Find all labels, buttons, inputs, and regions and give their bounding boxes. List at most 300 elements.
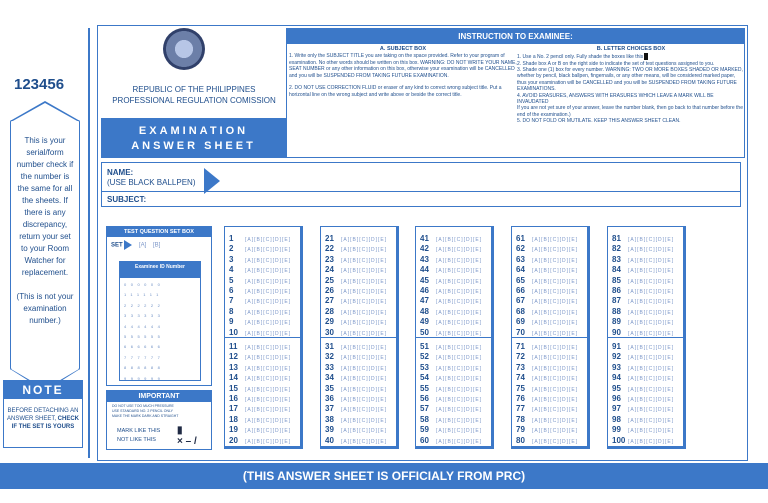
question-number: 91 <box>612 342 621 351</box>
note-body: BEFORE DETACHING AN ANSWER SHEET, CHECK IF THE SET IS YOURS <box>6 408 80 430</box>
question-row[interactable] <box>416 317 491 327</box>
question-row[interactable] <box>512 404 587 414</box>
question-number: 32 <box>325 352 334 362</box>
question-number: 29 <box>325 317 334 327</box>
answer-bubbles[interactable]: [A][B][C][D][E] <box>532 237 579 243</box>
answer-bubbles[interactable]: [A][B][C][D][E] <box>532 438 579 445</box>
question-number: 48 <box>420 306 429 316</box>
question-number: 35 <box>325 383 334 393</box>
question-row[interactable] <box>608 384 683 394</box>
question-number: 41 <box>420 234 429 243</box>
question-row[interactable] <box>321 255 396 265</box>
question-row[interactable] <box>225 384 300 394</box>
question-number: 44 <box>420 265 429 275</box>
question-row[interactable] <box>225 244 300 254</box>
prc-seal-logo <box>163 28 205 70</box>
answer-bubbles[interactable]: [A][B][C][D][E] <box>628 299 675 306</box>
question-row[interactable] <box>321 286 396 296</box>
question-row[interactable] <box>416 255 491 265</box>
question-number: 38 <box>325 414 334 424</box>
question-row[interactable] <box>512 394 587 404</box>
question-number: 95 <box>612 383 621 393</box>
answer-bubbles[interactable]: [A][B][C][D][E] <box>436 257 483 264</box>
question-row[interactable] <box>225 255 300 265</box>
question-number: 77 <box>516 404 525 414</box>
answer-bubbles[interactable]: [A][B][C][D][E] <box>245 417 292 424</box>
question-number: 47 <box>420 296 429 306</box>
question-number: 94 <box>612 373 621 383</box>
serial-note-callout <box>10 120 80 370</box>
question-row[interactable] <box>608 415 683 425</box>
answer-bubbles[interactable]: [A][B][C][D][E] <box>341 247 388 254</box>
answer-bubbles[interactable]: [A][B][C][D][E] <box>532 386 579 393</box>
answer-bubbles[interactable]: [A][B][C][D][E] <box>436 386 483 393</box>
answer-column <box>607 226 686 449</box>
question-row[interactable] <box>608 234 683 244</box>
instructions-title: INSTRUCTION TO EXAMINEE: <box>287 29 744 44</box>
answer-bubbles[interactable]: [A][B][C][D][E] <box>436 345 483 351</box>
question-row[interactable] <box>321 436 396 446</box>
question-row[interactable] <box>321 265 396 275</box>
question-row[interactable] <box>225 363 300 373</box>
question-row[interactable] <box>608 425 683 435</box>
answer-bubbles[interactable]: [A][B][C][D][E] <box>532 309 579 316</box>
question-number: 24 <box>325 265 334 275</box>
question-row[interactable] <box>608 276 683 286</box>
answer-column <box>320 226 399 449</box>
question-row[interactable] <box>512 317 587 327</box>
answer-bubbles[interactable]: [A][B][C][D][E] <box>245 247 292 254</box>
answer-bubbles[interactable]: [A][B][C][D][E] <box>532 247 579 254</box>
question-row[interactable] <box>608 255 683 265</box>
instructions-panel <box>286 28 745 158</box>
set-selector: SET [A] [B] <box>107 237 211 253</box>
answer-bubbles[interactable]: [A][B][C][D][E] <box>628 288 675 295</box>
answer-bubbles[interactable]: [A][B][C][D][E] <box>532 376 579 383</box>
question-number: 37 <box>325 404 334 414</box>
name-label: NAME: (USE BLACK BALLPEN) <box>107 168 196 187</box>
question-row[interactable] <box>608 373 683 383</box>
question-number: 10 <box>229 327 238 337</box>
answer-bubbles[interactable]: [A][B][C][D][E] <box>628 365 675 372</box>
answer-bubbles[interactable]: [A][B][C][D][E] <box>341 428 388 435</box>
question-row[interactable] <box>608 404 683 414</box>
question-number: 13 <box>229 362 238 372</box>
answer-bubbles[interactable]: [A][B][C][D][E] <box>532 278 579 285</box>
answer-bubbles[interactable]: [A][B][C][D][E] <box>245 345 292 351</box>
answer-bubbles[interactable]: [A][B][C][D][E] <box>628 247 675 254</box>
question-number: 15 <box>229 383 238 393</box>
question-number: 64 <box>516 265 525 275</box>
answer-bubbles[interactable]: [A][B][C][D][E] <box>245 309 292 316</box>
answer-bubbles[interactable]: [A][B][C][D][E] <box>436 417 483 424</box>
question-row[interactable] <box>321 244 396 254</box>
sheet-title: EXAMINATION ANSWER SHEET <box>101 118 286 158</box>
answer-bubbles[interactable]: [A][B][C][D][E] <box>245 386 292 393</box>
question-row[interactable] <box>512 384 587 394</box>
question-number: 82 <box>612 244 621 254</box>
question-number: 92 <box>612 352 621 362</box>
question-number: 70 <box>516 327 525 337</box>
question-row[interactable] <box>321 384 396 394</box>
question-row[interactable] <box>225 234 300 244</box>
question-row[interactable] <box>416 244 491 254</box>
question-number: 74 <box>516 373 525 383</box>
answer-bubbles[interactable]: [A][B][C][D][E] <box>532 330 579 337</box>
answer-bubbles[interactable]: [A][B][C][D][E] <box>532 345 579 351</box>
answer-bubbles[interactable]: [A][B][C][D][E] <box>341 365 388 372</box>
question-row[interactable] <box>416 404 491 414</box>
answer-bubbles[interactable]: [A][B][C][D][E] <box>628 407 675 414</box>
question-number: 80 <box>516 435 525 445</box>
answer-bubbles[interactable]: [A][B][C][D][E] <box>341 278 388 285</box>
answer-bubbles[interactable]: [A][B][C][D][E] <box>245 376 292 383</box>
question-row[interactable] <box>321 307 396 317</box>
answer-bubbles[interactable]: [A][B][C][D][E] <box>436 320 483 327</box>
answer-bubbles[interactable]: [A][B][C][D][E] <box>532 407 579 414</box>
question-row[interactable] <box>608 286 683 296</box>
answer-bubbles[interactable]: [A][B][C][D][E] <box>341 407 388 414</box>
answer-bubbles[interactable]: [A][B][C][D][E] <box>245 237 292 243</box>
answer-bubbles[interactable]: [A][B][C][D][E] <box>628 268 675 275</box>
subject-box-instructions: A. SUBJECT BOX 1. Write only the SUBJECT TITLE you are taking on the space provided. Refer to your program of examination. No other words should be written on this box. WARNING: DO NOT WRITE YOUR NAME, SEAT NUMBER or any other information on this box, otherwise your examination will be CANCELLED and you will be SUSPENDED FROM TAKING FUTURE EXAMINATION. 2. DO NOT USE CORRECTION FLUID or eraser of any kind to correct wrong subject title. Put a horizontal line on the wrong subject and write above or beside the correct title. <box>289 46 517 98</box>
question-row[interactable] <box>225 352 300 362</box>
question-row[interactable] <box>225 425 300 435</box>
answer-bubbles[interactable]: [A][B][C][D][E] <box>341 237 388 243</box>
answer-bubbles[interactable]: [A][B][C][D][E] <box>436 268 483 275</box>
answer-bubbles[interactable]: [A][B][C][D][E] <box>436 438 483 445</box>
question-row[interactable] <box>321 317 396 327</box>
question-number: 2 <box>229 244 234 254</box>
question-row[interactable] <box>512 234 587 244</box>
question-row[interactable] <box>608 265 683 275</box>
answer-bubbles[interactable]: [A][B][C][D][E] <box>341 268 388 275</box>
question-number: 58 <box>420 414 429 424</box>
answer-bubbles[interactable]: [A][B][C][D][E] <box>245 320 292 327</box>
test-set-box <box>106 226 212 386</box>
question-row[interactable] <box>512 244 587 254</box>
question-number: 25 <box>325 275 334 285</box>
question-row[interactable] <box>225 286 300 296</box>
question-row[interactable] <box>512 342 587 352</box>
answer-bubbles[interactable]: [A][B][C][D][E] <box>532 288 579 295</box>
question-row[interactable] <box>416 415 491 425</box>
question-number: 9 <box>229 317 234 327</box>
question-row[interactable] <box>225 265 300 275</box>
question-number: 83 <box>612 254 621 264</box>
answer-bubbles[interactable]: [A][B][C][D][E] <box>436 309 483 316</box>
question-number: 88 <box>612 306 621 316</box>
answer-bubbles[interactable]: [A][B][C][D][E] <box>245 330 292 337</box>
name-subject-box <box>101 162 741 207</box>
answer-bubbles[interactable]: [A][B][C][D][E] <box>341 288 388 295</box>
answer-bubbles[interactable]: [A][B][C][D][E] <box>245 288 292 295</box>
question-row[interactable] <box>321 415 396 425</box>
examinee-id-title: Examinee ID Number <box>120 262 200 278</box>
question-row[interactable] <box>321 234 396 244</box>
question-number: 53 <box>420 362 429 372</box>
question-number: 54 <box>420 373 429 383</box>
question-row[interactable] <box>512 296 587 306</box>
question-row[interactable] <box>512 265 587 275</box>
question-number: 69 <box>516 317 525 327</box>
question-row[interactable] <box>225 342 300 352</box>
question-row[interactable] <box>608 244 683 254</box>
answer-bubbles[interactable]: [A][B][C][D][E] <box>628 320 675 327</box>
question-row[interactable] <box>321 276 396 286</box>
question-row[interactable] <box>321 296 396 306</box>
answer-bubbles[interactable]: [A][B][C][D][E] <box>341 438 388 445</box>
question-row[interactable] <box>416 286 491 296</box>
answer-bubbles[interactable]: [A][B][C][D][E] <box>532 428 579 435</box>
question-number: 50 <box>420 327 429 337</box>
question-row[interactable] <box>416 276 491 286</box>
mark-examples-glyphs: ▮ × – / <box>177 425 197 447</box>
serial-note-text: This is your serial/form number check if the number is the same for all the sheets. If there is any discrepancy, return your set to your Room Watcher for replacement. (This is not your examination number.) <box>16 136 74 325</box>
question-row[interactable] <box>225 373 300 383</box>
question-number: 36 <box>325 393 334 403</box>
answer-bubbles[interactable]: [A][B][C][D][E] <box>532 417 579 424</box>
answer-bubbles[interactable]: [A][B][C][D][E] <box>628 257 675 264</box>
question-row[interactable] <box>512 373 587 383</box>
question-number: 5 <box>229 275 234 285</box>
question-row[interactable] <box>416 425 491 435</box>
question-row[interactable] <box>608 436 683 446</box>
note-box <box>3 380 83 448</box>
question-row[interactable] <box>225 415 300 425</box>
answer-bubbles[interactable]: [A][B][C][D][E] <box>245 428 292 435</box>
question-number: 33 <box>325 362 334 372</box>
question-number: 4 <box>229 265 234 275</box>
answer-bubbles[interactable]: [A][B][C][D][E] <box>532 396 579 403</box>
question-row[interactable] <box>416 373 491 383</box>
question-row[interactable] <box>608 394 683 404</box>
question-row[interactable] <box>416 342 491 352</box>
question-number: 6 <box>229 285 234 295</box>
answer-bubbles[interactable]: [A][B][C][D][E] <box>628 237 675 243</box>
question-number: 85 <box>612 275 621 285</box>
question-row[interactable] <box>608 296 683 306</box>
question-number: 57 <box>420 404 429 414</box>
answer-bubbles[interactable]: [A][B][C][D][E] <box>341 299 388 306</box>
test-set-title: TEST QUESTION SET BOX <box>107 227 211 237</box>
question-number: 14 <box>229 373 238 383</box>
answer-column <box>511 226 590 449</box>
question-number: 40 <box>325 435 334 445</box>
answer-bubbles[interactable]: [A][B][C][D][E] <box>628 386 675 393</box>
question-row[interactable] <box>608 317 683 327</box>
question-number: 23 <box>325 254 334 264</box>
question-number: 87 <box>612 296 621 306</box>
letter-choices-instructions: B. LETTER CHOICES BOX 1. Use a No. 2 pencil only. Fully shade the boxes like this 2. Shade box A or B on the right side to indicate the set of test questions assigned to you. 3. Shade one (1) box for every number. WARNING: TWO OR MORE BOXES SHADED OR MARKED, whether by pencil, black ballpen, fingernails, or any other means, will be considered marked paper, thus your examination will be CANCELLED and you will be SUSPENDED FROM TAKING FUTURE EXAMINATIONS. 4. AVOID ERASURES, ANSWERS WITH ERASURES WHICH LEAVE A MARK WILL BE INVAUDATED If you are not yet sure of your answer, leave the number blank, then go back to that number before the end of the examination.) 5. DO NOT FOLD OR MUTILATE. KEEP THIS ANSWER SHEET CLEAN. <box>517 46 743 125</box>
question-row[interactable] <box>608 342 683 352</box>
question-number: 3 <box>229 254 234 264</box>
answer-bubbles[interactable]: [A][B][C][D][E] <box>341 309 388 316</box>
answer-bubbles[interactable]: [A][B][C][D][E] <box>341 376 388 383</box>
question-number: 55 <box>420 383 429 393</box>
answer-bubbles[interactable]: [A][B][C][D][E] <box>341 355 388 362</box>
question-number: 45 <box>420 275 429 285</box>
question-number: 49 <box>420 317 429 327</box>
answer-bubbles[interactable]: [A][B][C][D][E] <box>341 417 388 424</box>
question-number: 7 <box>229 296 234 306</box>
question-number: 52 <box>420 352 429 362</box>
answer-bubbles[interactable]: [A][B][C][D][E] <box>436 330 483 337</box>
question-row[interactable] <box>321 425 396 435</box>
answer-bubbles[interactable]: [A][B][C][D][E] <box>341 330 388 337</box>
answer-bubbles[interactable]: [A][B][C][D][E] <box>532 365 579 372</box>
question-number: 65 <box>516 275 525 285</box>
question-row[interactable] <box>416 296 491 306</box>
answer-column <box>224 226 303 449</box>
question-number: 28 <box>325 306 334 316</box>
question-row[interactable] <box>416 265 491 275</box>
answer-bubbles[interactable]: [A][B][C][D][E] <box>436 355 483 362</box>
question-row[interactable] <box>512 363 587 373</box>
question-number: 19 <box>229 425 238 435</box>
answer-bubbles[interactable]: [A][B][C][D][E] <box>628 309 675 316</box>
answer-bubbles[interactable]: [A][B][C][D][E] <box>436 237 483 243</box>
answer-bubbles[interactable]: [A][B][C][D][E] <box>341 257 388 264</box>
question-number: 8 <box>229 306 234 316</box>
answer-bubbles[interactable]: [A][B][C][D][E] <box>245 396 292 403</box>
question-number: 61 <box>516 234 525 243</box>
answer-bubbles[interactable]: [A][B][C][D][E] <box>628 330 675 337</box>
question-row[interactable] <box>608 352 683 362</box>
answer-bubbles[interactable]: [A][B][C][D][E] <box>245 438 292 445</box>
question-row[interactable] <box>225 317 300 327</box>
answer-bubbles[interactable]: [A][B][C][D][E] <box>628 278 675 285</box>
question-row[interactable] <box>321 363 396 373</box>
question-row[interactable] <box>225 276 300 286</box>
answer-bubbles[interactable]: [A][B][C][D][E] <box>628 345 675 351</box>
footer-banner: (THIS ANSWER SHEET IS OFFICIALY FROM PRC) <box>0 463 768 489</box>
answer-bubbles[interactable]: [A][B][C][D][E] <box>628 355 675 362</box>
answer-bubbles[interactable]: [A][B][C][D][E] <box>628 438 675 445</box>
question-row[interactable] <box>416 352 491 362</box>
answer-bubbles[interactable]: [A][B][C][D][E] <box>245 407 292 414</box>
question-number: 68 <box>516 306 525 316</box>
question-row[interactable] <box>512 255 587 265</box>
question-row[interactable] <box>416 307 491 317</box>
answer-bubbles[interactable]: [A][B][C][D][E] <box>436 376 483 383</box>
question-number: 86 <box>612 285 621 295</box>
answer-bubbles[interactable]: [A][B][C][D][E] <box>532 355 579 362</box>
answer-bubbles[interactable]: [A][B][C][D][E] <box>436 247 483 254</box>
answer-bubbles[interactable]: [A][B][C][D][E] <box>532 257 579 264</box>
question-row[interactable] <box>321 352 396 362</box>
question-number: 22 <box>325 244 334 254</box>
answer-bubbles[interactable]: [A][B][C][D][E] <box>341 386 388 393</box>
answer-bubbles[interactable]: [A][B][C][D][E] <box>436 396 483 403</box>
question-row[interactable] <box>512 276 587 286</box>
question-row[interactable] <box>512 425 587 435</box>
question-number: 93 <box>612 362 621 372</box>
answer-bubbles[interactable]: [A][B][C][D][E] <box>436 278 483 285</box>
question-row[interactable] <box>416 436 491 446</box>
question-number: 96 <box>612 393 621 403</box>
answer-column <box>415 226 494 449</box>
answer-bubbles[interactable]: [A][B][C][D][E] <box>628 376 675 383</box>
answer-bubbles[interactable]: [A][B][C][D][E] <box>532 268 579 275</box>
question-row[interactable] <box>225 307 300 317</box>
question-number: 84 <box>612 265 621 275</box>
question-number: 89 <box>612 317 621 327</box>
question-row[interactable] <box>225 404 300 414</box>
question-number: 63 <box>516 254 525 264</box>
answer-bubbles[interactable]: [A][B][C][D][E] <box>436 365 483 372</box>
question-number: 73 <box>516 362 525 372</box>
question-number: 97 <box>612 404 621 414</box>
question-row[interactable] <box>512 352 587 362</box>
question-number: 98 <box>612 414 621 424</box>
question-row[interactable] <box>321 404 396 414</box>
question-row[interactable] <box>225 394 300 404</box>
subject-label: SUBJECT: <box>107 195 147 204</box>
answer-bubbles[interactable]: [A][B][C][D][E] <box>341 320 388 327</box>
question-row[interactable] <box>416 394 491 404</box>
question-number: 71 <box>516 342 525 351</box>
answer-bubbles[interactable]: [A][B][C][D][E] <box>245 365 292 372</box>
question-row[interactable] <box>321 342 396 352</box>
question-row[interactable] <box>225 296 300 306</box>
answer-bubbles[interactable]: [A][B][C][D][E] <box>341 396 388 403</box>
answer-bubbles[interactable]: [A][B][C][D][E] <box>436 407 483 414</box>
question-number: 67 <box>516 296 525 306</box>
answer-bubbles[interactable]: [A][B][C][D][E] <box>628 417 675 424</box>
question-number: 31 <box>325 342 334 351</box>
question-row[interactable] <box>608 307 683 317</box>
question-number: 46 <box>420 285 429 295</box>
question-row[interactable] <box>416 234 491 244</box>
question-row[interactable] <box>512 307 587 317</box>
question-number: 1 <box>229 234 234 243</box>
answer-bubbles[interactable]: [A][B][C][D][E] <box>436 288 483 295</box>
answer-bubbles[interactable]: [A][B][C][D][E] <box>532 299 579 306</box>
answer-bubbles[interactable]: [A][B][C][D][E] <box>628 428 675 435</box>
question-number: 99 <box>612 425 621 435</box>
question-row[interactable] <box>225 436 300 446</box>
important-box <box>106 390 212 450</box>
question-row[interactable] <box>321 394 396 404</box>
question-number: 11 <box>229 342 238 351</box>
mark-examples-labels: MARK LIKE THIS NOT LIKE THIS <box>117 428 161 443</box>
important-title: IMPORTANT <box>107 391 211 402</box>
answer-bubbles[interactable]: [A][B][C][D][E] <box>245 268 292 275</box>
question-number: 62 <box>516 244 525 254</box>
answer-bubbles[interactable]: [A][B][C][D][E] <box>245 278 292 285</box>
answer-bubbles[interactable]: [A][B][C][D][E] <box>245 355 292 362</box>
question-row[interactable] <box>416 384 491 394</box>
answer-bubbles[interactable]: [A][B][C][D][E] <box>341 345 388 351</box>
question-row[interactable] <box>416 363 491 373</box>
answer-bubbles[interactable]: [A][B][C][D][E] <box>532 320 579 327</box>
question-number: 16 <box>229 393 238 403</box>
question-row[interactable] <box>512 415 587 425</box>
id-digit-bubbles: 000000 111111 222222 333333 444444 555555 666666 777777 888888 999999 <box>124 282 165 381</box>
question-number: 79 <box>516 425 525 435</box>
answer-bubbles[interactable]: [A][B][C][D][E] <box>245 299 292 306</box>
question-number: 21 <box>325 234 334 243</box>
question-row[interactable] <box>512 436 587 446</box>
answer-bubbles[interactable]: [A][B][C][D][E] <box>245 257 292 264</box>
question-row[interactable] <box>512 286 587 296</box>
question-row[interactable] <box>608 363 683 373</box>
answer-bubbles[interactable]: [A][B][C][D][E] <box>436 299 483 306</box>
answer-bubbles[interactable]: [A][B][C][D][E] <box>628 396 675 403</box>
question-row[interactable] <box>321 373 396 383</box>
answer-bubbles[interactable]: [A][B][C][D][E] <box>436 428 483 435</box>
